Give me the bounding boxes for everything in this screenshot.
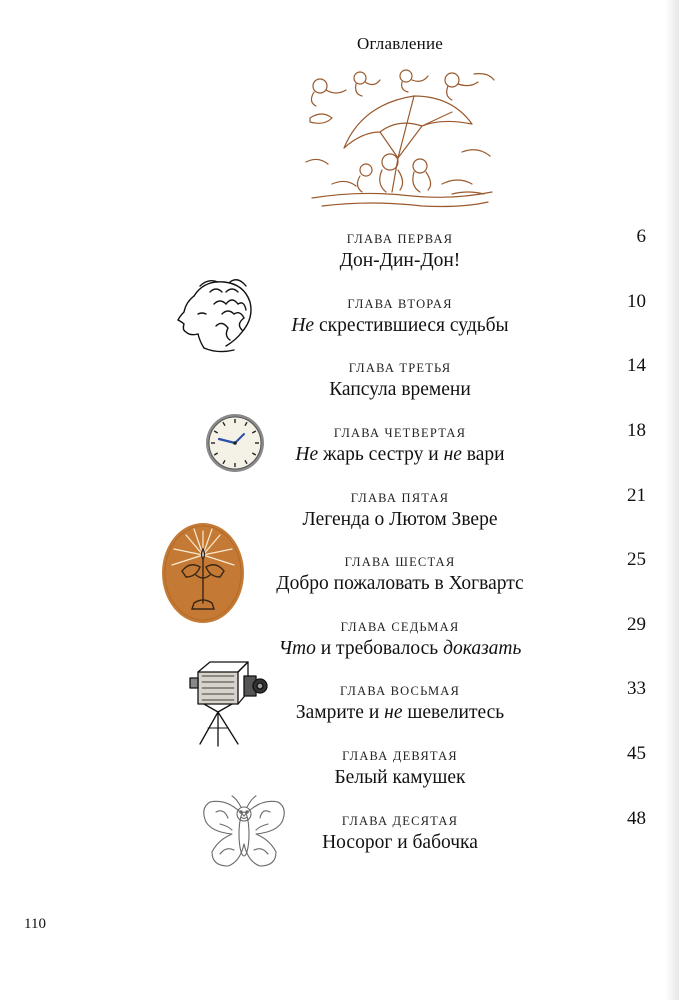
umbrella-children-illustration xyxy=(302,66,498,212)
chapter-title: Не скрестившиеся судьбы xyxy=(291,315,509,336)
toc-entry-5 xyxy=(0,485,679,551)
toc-entry-4 xyxy=(0,420,679,486)
chapter-label: ГЛАВА ПЯТАЯ xyxy=(350,491,450,505)
page-number: 33 xyxy=(627,678,646,699)
chapter-label: ГЛАВА ВТОРАЯ xyxy=(347,297,453,311)
page-number: 21 xyxy=(627,485,646,506)
toc-entry-8 xyxy=(0,678,679,744)
chapter-label: ГЛАВА СЕДЬМАЯ xyxy=(340,620,460,634)
title-block xyxy=(0,34,679,54)
page-title: Оглавление xyxy=(357,34,443,53)
chapter-title: Что и требовалось доказать xyxy=(278,638,522,659)
chapter-title: Добро пожаловать в Хогвартс xyxy=(276,573,524,594)
toc-entry-3 xyxy=(0,355,679,421)
chapter-title: Дон-Дин-Дон! xyxy=(339,250,461,271)
page-number: 10 xyxy=(627,291,646,312)
chapter-label: ГЛАВА ПЕРВАЯ xyxy=(346,232,454,246)
chapter-title: Капсула времени xyxy=(329,379,471,400)
chapter-title: Не жарь сестру и не вари xyxy=(295,444,505,465)
chapter-label: ГЛАВА ЧЕТВЕРТАЯ xyxy=(333,426,467,440)
page-number: 29 xyxy=(627,614,646,635)
chapter-label: ГЛАВА ШЕСТАЯ xyxy=(344,555,456,569)
page-number: 25 xyxy=(627,549,646,570)
chapter-title: Белый камушек xyxy=(334,767,466,788)
chapter-label: ГЛАВА ДЕВЯТАЯ xyxy=(342,749,458,763)
toc-entry-6 xyxy=(0,549,679,615)
chapter-label: ГЛАВА ДЕСЯТАЯ xyxy=(341,814,459,828)
page-number: 14 xyxy=(627,355,646,376)
page-folio-number: 110 xyxy=(24,916,46,932)
page-number: 18 xyxy=(627,420,646,441)
toc-entry-7 xyxy=(0,614,679,680)
chapter-label: ГЛАВА ВОСЬМАЯ xyxy=(339,684,461,698)
page-number: 48 xyxy=(627,808,646,829)
toc-entry-10 xyxy=(0,808,679,874)
chapter-title: Легенда о Лютом Звере xyxy=(302,509,498,530)
chapter-title: Замрите и не шевелитесь xyxy=(295,702,505,723)
page-number: 45 xyxy=(627,743,646,764)
toc-entry-1 xyxy=(0,226,679,292)
toc-entry-2 xyxy=(0,291,679,357)
chapter-label: ГЛАВА ТРЕТЬЯ xyxy=(348,361,452,375)
page-number: 6 xyxy=(636,226,646,247)
chapter-title: Носорог и бабочка xyxy=(322,832,478,853)
toc-entry-9 xyxy=(0,743,679,809)
